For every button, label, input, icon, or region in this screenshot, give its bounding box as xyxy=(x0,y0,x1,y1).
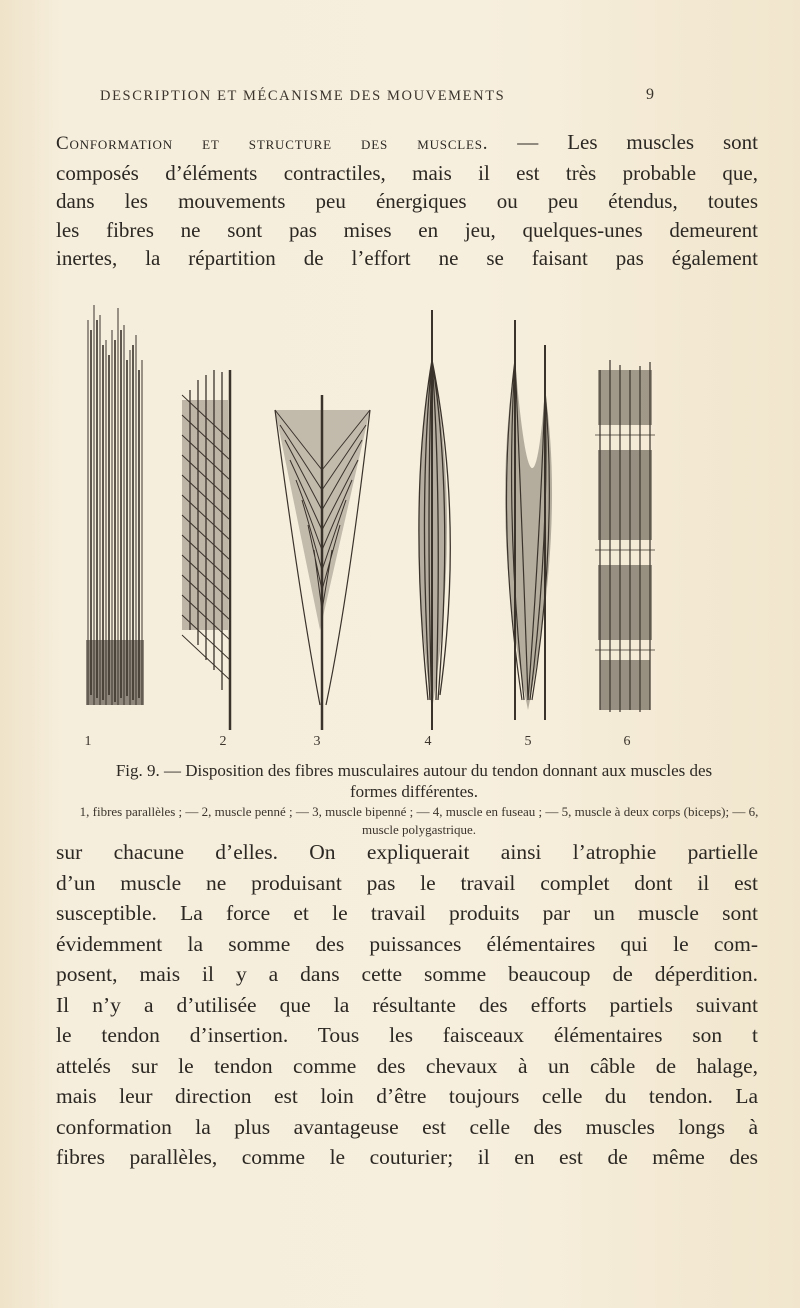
paragraph-1-line: Conformation et structure des muscles. — Les muscles sont xyxy=(56,130,759,154)
paragraph-1-line: dans les mouvements peu énergiques ou peu étendus, toutes xyxy=(56,189,758,213)
figure-4-fusiform-muscle xyxy=(419,310,451,730)
paragraph-2-line: attelés sur le tendon comme des chevaux à un câble de halage, xyxy=(56,1053,758,1078)
figure-caption-legend: 1, fibres parallèles ; — 2, muscle penné ; — 3, muscle bipenné ; — 4, muscle en fuseau ; — 5, muscle à deux corps (biceps); — 6, muscle polygastrique. xyxy=(79,804,759,837)
figure-2-penniform-muscle xyxy=(182,370,230,730)
figure-label-3: 3 xyxy=(313,734,321,749)
paragraph-2-line: évidemment la somme des puissances élémentaires qui le com- xyxy=(56,931,758,956)
figure-1-parallel-fibres xyxy=(86,305,144,705)
paragraph-2-line: susceptible. La force et le travail produits par un muscle sont xyxy=(56,901,758,925)
figure-5-biceps-muscle xyxy=(505,320,552,720)
paragraph-2-line: d’un muscle ne produisant pas le travail complet dont il est xyxy=(56,870,758,895)
figure-label-2: 2 xyxy=(219,734,227,749)
page-number: 9 xyxy=(646,86,654,103)
figure-caption-title: Fig. 9. — Disposition des fibres musculaires autour du tendon donnant aux muscles des formes différentes. xyxy=(115,761,713,801)
figure-label-6: 6 xyxy=(623,734,631,749)
figure-3-bipennate-muscle xyxy=(275,395,370,730)
figure-label-4: 4 xyxy=(424,734,432,749)
paragraph-1 xyxy=(56,128,758,273)
muscle-fibers-illustration xyxy=(70,300,690,740)
paragraph-2 xyxy=(56,837,758,1173)
paragraph-2-line: le tendon d’insertion. Tous les faisceaux élémentaires son t xyxy=(56,1023,758,1047)
figure-label-1: 1 xyxy=(84,734,92,749)
paragraph-2-line: sur chacune d’elles. On expliquerait ainsi l’atrophie partielle xyxy=(56,840,758,864)
section-lead: Conformation et structure des muscles. xyxy=(56,133,489,154)
paragraph-2-line: conformation la plus avantageuse est celle des muscles longs à xyxy=(56,1114,758,1139)
paragraph-1-line: composés d’éléments contractiles, mais il est très probable que, xyxy=(56,160,758,185)
running-title: DESCRIPTION ET MÉCANISME DES MOUVEMENTS xyxy=(100,88,506,104)
paragraph-2-line: fibres parallèles, comme le couturier; il en est de même des xyxy=(56,1145,758,1169)
paragraph-1-line: les fibres ne sont pas mises en jeu, quelques-unes demeurent xyxy=(56,217,758,242)
paragraph-1-line: inertes, la répartition de l’effort ne se faisant pas également xyxy=(56,246,758,270)
paragraph-2-line: Il n’y a d’utilisée que la résultante des efforts partiels suivant xyxy=(56,992,758,1017)
paragraph-2-line: mais leur direction est loin d’être toujours celle du tendon. La xyxy=(56,1084,758,1108)
figure-label-5: 5 xyxy=(524,734,532,749)
figure-6-polygastric-muscle xyxy=(595,360,655,712)
paragraph-2-line: posent, mais il y a dans cette somme beaucoup de déperdition. xyxy=(56,962,758,986)
